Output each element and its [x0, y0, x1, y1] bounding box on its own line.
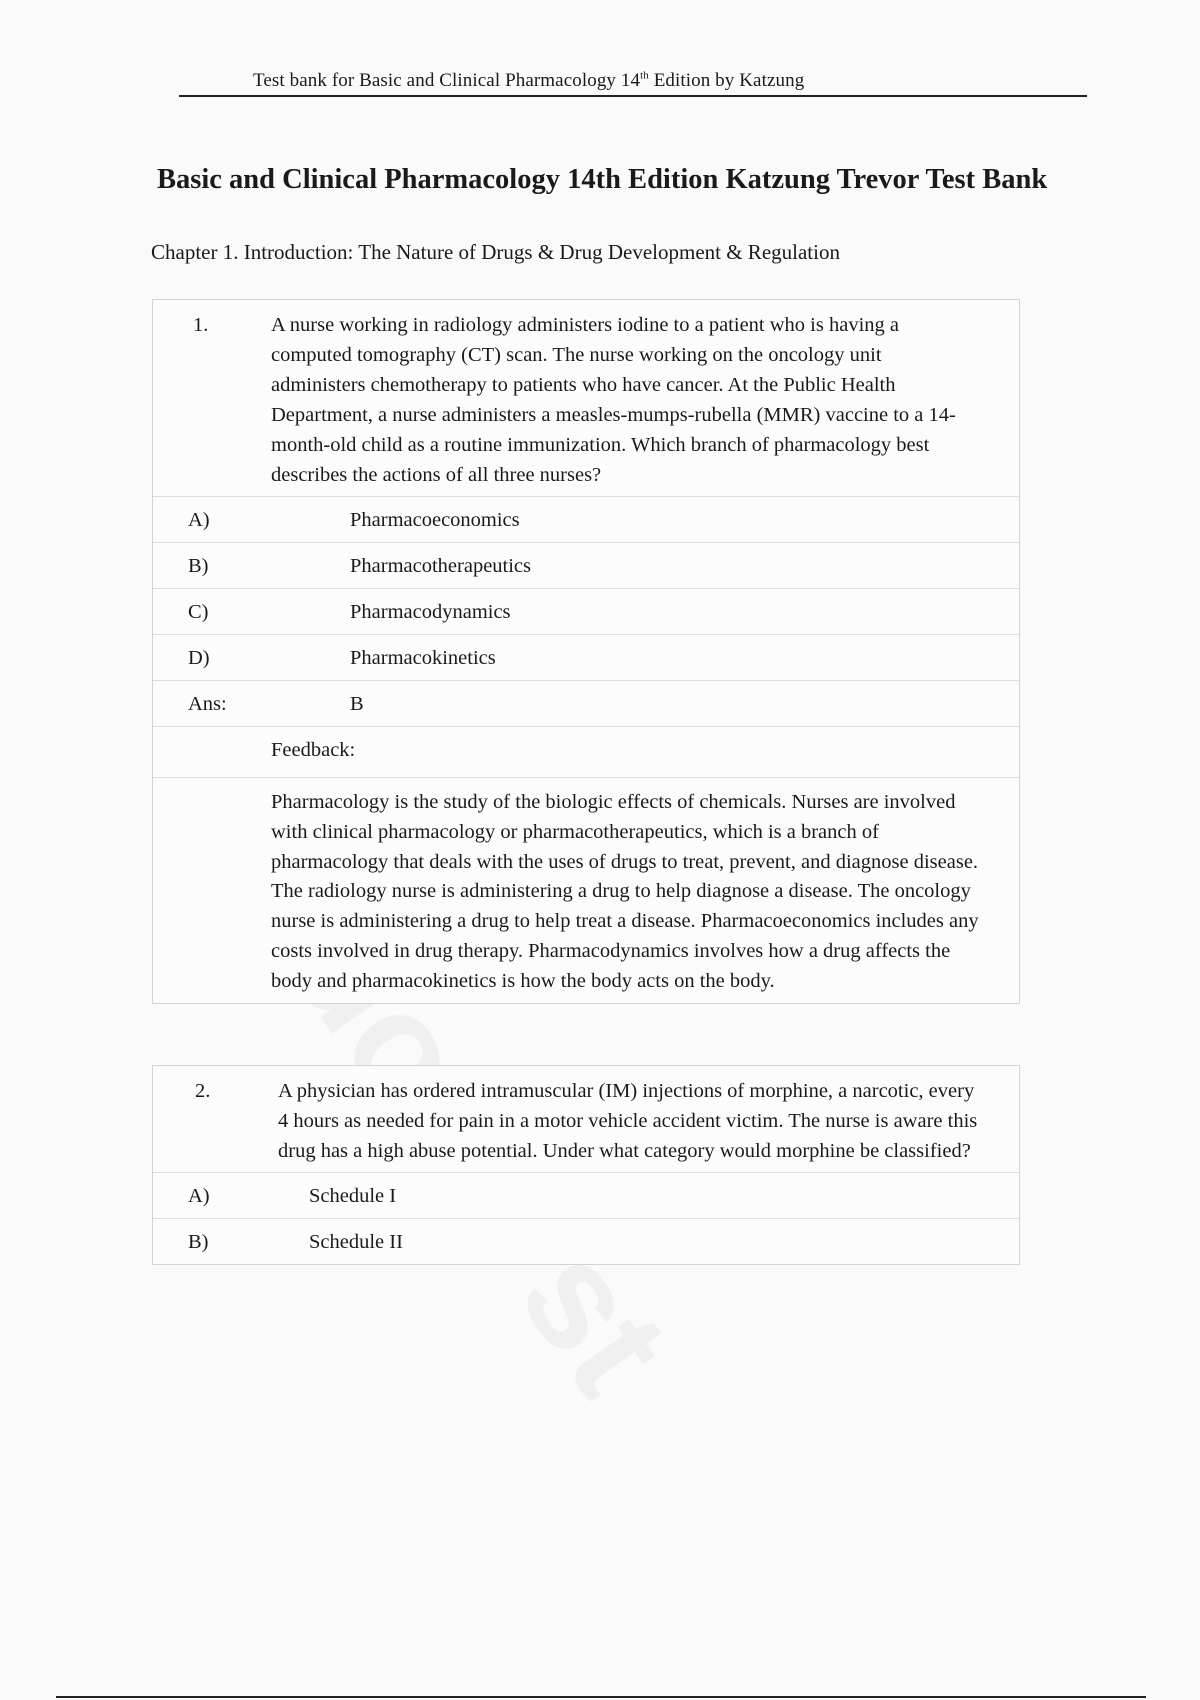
running-header-text: Test bank for Basic and Clinical Pharmacology 14th Edition by Katzung	[253, 70, 805, 92]
option-text: Pharmacoeconomics	[350, 509, 520, 531]
option-text: Pharmacokinetics	[350, 647, 496, 669]
option-row-a	[153, 497, 1019, 543]
answer-value: B	[350, 693, 364, 715]
feedback-text-row	[153, 778, 1019, 1003]
question-number: 2.	[195, 1080, 211, 1102]
feedback-label-row	[153, 727, 1019, 778]
option-text: Schedule II	[309, 1231, 403, 1253]
option-label: B)	[188, 555, 209, 577]
option-label: B)	[188, 1231, 209, 1253]
option-row-b	[153, 1219, 1019, 1264]
feedback-text: Pharmacology is the study of the biologic effects of chemicals. Nurses are involved with clinical pharmacology or pharmacotherapeutics, which is a branch of pharmacology that deals with the uses of drugs to treat, prevent, and diagnose disease. The radiology nurse is administering a drug to help diagnose a disease. The oncology nurse is administering a drug to help treat a disease. Pharmacoeconomics includes any costs involved in drug therapy. Pharmacodynamics involves how a drug affects the body and pharmacokinetics is how the body acts on the body.	[271, 791, 979, 992]
question-number: 1.	[193, 314, 209, 336]
option-row-a	[153, 1173, 1019, 1219]
question-stem: A physician has ordered intramuscular (IM) injections of morphine, a narcotic, every 4 hours as needed for pain in a motor vehicle accident victim. The nurse is aware this drug has a high abuse potential. Under what category would morphine be classified?	[278, 1080, 978, 1162]
option-text: Pharmacotherapeutics	[350, 555, 532, 577]
chapter-heading: Chapter 1. Introduction: The Nature of Drugs & Drug Development & Regulation	[151, 240, 840, 264]
answer-row	[153, 681, 1019, 727]
document-title: Basic and Clinical Pharmacology 14th Edition Katzung Trevor Test Bank	[157, 164, 1048, 195]
option-row-d	[153, 635, 1019, 681]
option-label: D)	[188, 647, 210, 669]
question-stem-row	[153, 1066, 1019, 1173]
question-stem: A nurse working in radiology administers iodine to a patient who is having a computed tomography (CT) scan. The nurse working on the oncology unit administers chemotherapy to patients who have cancer. At the Public Health Department, a nurse administers a measles-mumps-rubella (MMR) vaccine to a 14-month-old child as a routine immunization. Which branch of pharmacology best describes the actions of all three nurses?	[271, 314, 956, 486]
option-text: Schedule I	[309, 1185, 397, 1207]
footer-rule	[56, 1696, 1146, 1698]
option-row-b	[153, 543, 1019, 589]
option-label: A)	[188, 509, 210, 531]
option-row-c	[153, 589, 1019, 635]
question-table-1	[152, 299, 1020, 1004]
answer-label: Ans:	[188, 693, 227, 715]
option-label: A)	[188, 1185, 210, 1207]
running-header	[179, 70, 1087, 97]
option-label: C)	[188, 601, 209, 623]
option-text: Pharmacodynamics	[350, 601, 511, 623]
question-table-2	[152, 1065, 1020, 1265]
question-stem-row	[153, 300, 1019, 497]
feedback-label: Feedback:	[271, 739, 356, 761]
